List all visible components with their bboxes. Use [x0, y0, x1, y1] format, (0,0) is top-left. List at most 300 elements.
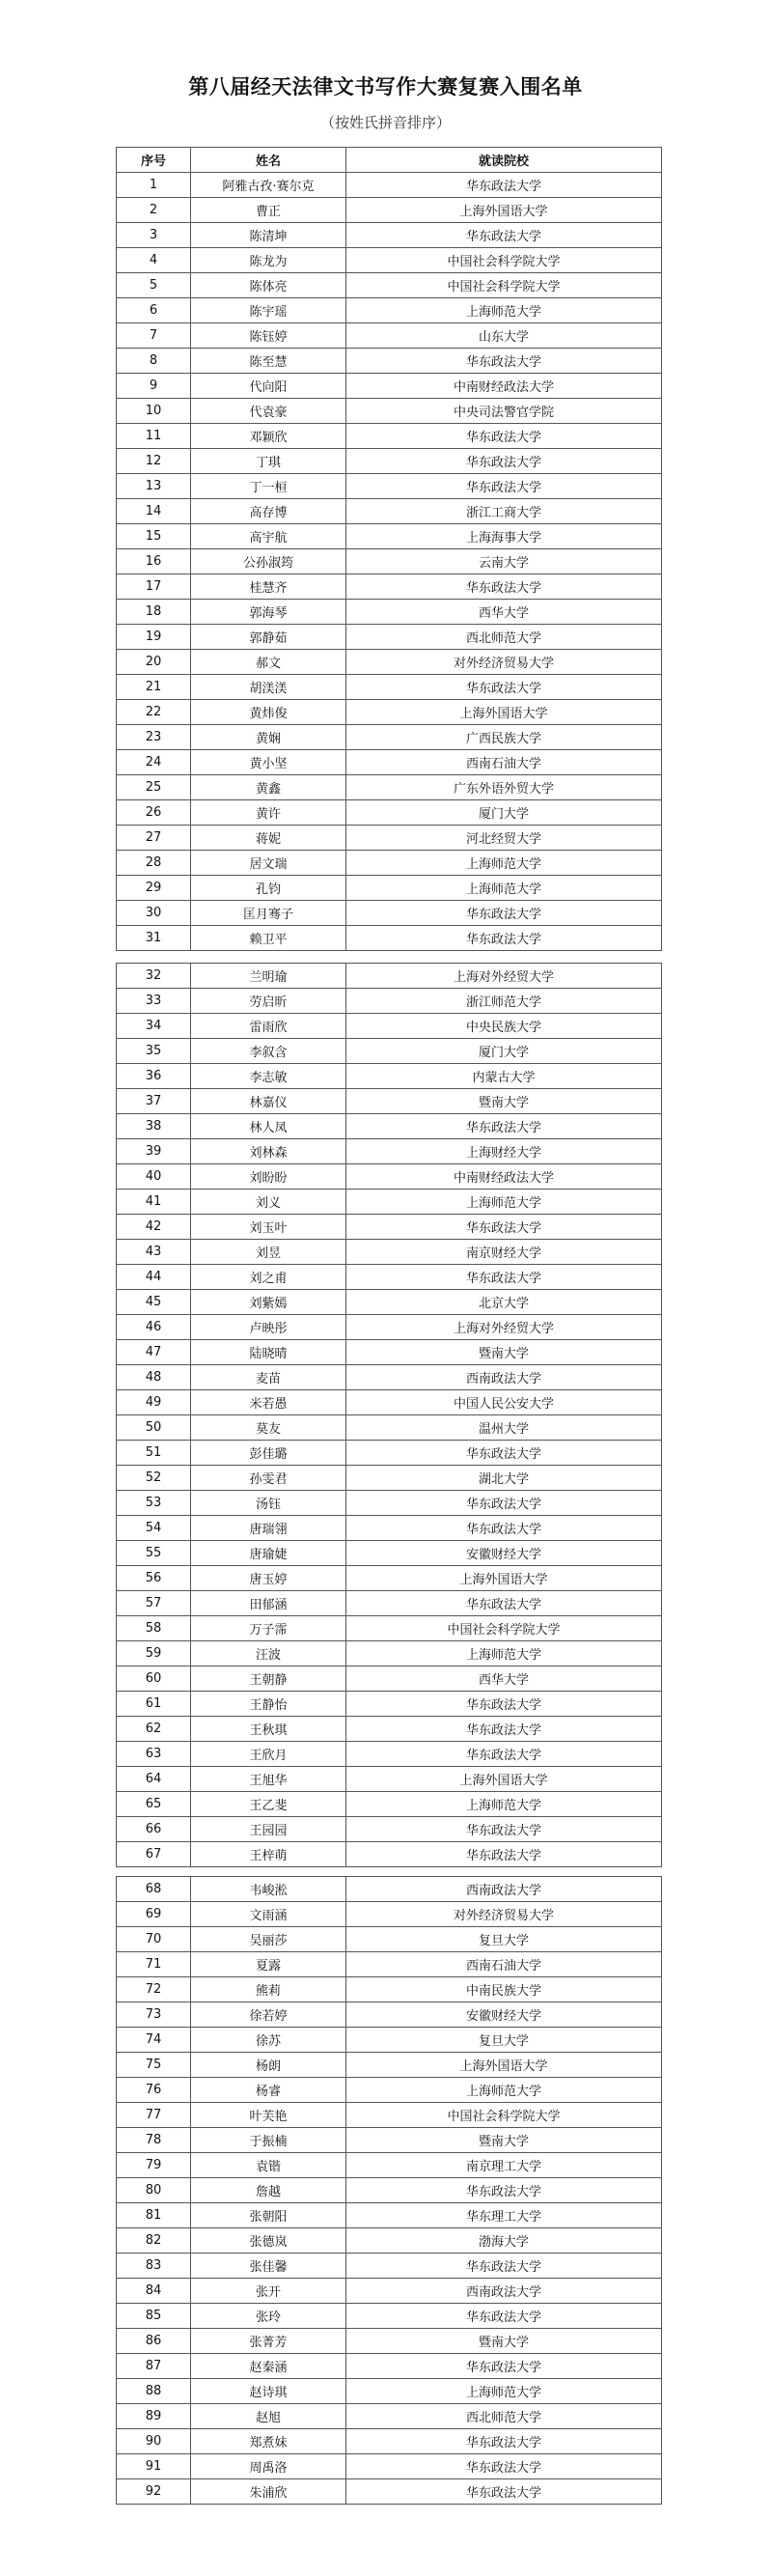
cell-name: 王梓萌 — [191, 1842, 346, 1867]
cell-school: 华东政法大学 — [346, 474, 662, 499]
cell-name: 丁琪 — [191, 449, 346, 474]
cell-no: 27 — [117, 826, 191, 851]
cell-school: 华东政法大学 — [346, 449, 662, 474]
cell-name: 汤钰 — [191, 1491, 346, 1516]
cell-name: 代向阳 — [191, 374, 346, 399]
cell-name: 张开 — [191, 2279, 346, 2304]
cell-no: 7 — [117, 323, 191, 349]
table-row — [117, 449, 662, 474]
cell-school: 上海外国语大学 — [346, 700, 662, 725]
cell-school: 西华大学 — [346, 1666, 662, 1692]
table-row — [117, 2053, 662, 2078]
cell-school: 上海师范大学 — [346, 298, 662, 323]
cell-no: 67 — [117, 1842, 191, 1867]
table-row — [117, 2304, 662, 2329]
table-row — [117, 323, 662, 349]
cell-school: 云南大学 — [346, 549, 662, 574]
cell-school: 暨南大学 — [346, 1340, 662, 1365]
cell-no: 56 — [117, 1566, 191, 1591]
cell-no: 75 — [117, 2053, 191, 2078]
cell-school: 华东政法大学 — [346, 926, 662, 951]
table-header-row — [117, 148, 662, 173]
cell-no: 24 — [117, 750, 191, 775]
table-row — [117, 1415, 662, 1441]
table-row — [117, 1466, 662, 1491]
cell-no: 19 — [117, 625, 191, 650]
cell-no: 77 — [117, 2103, 191, 2128]
cell-no: 20 — [117, 650, 191, 675]
cell-no: 52 — [117, 1466, 191, 1491]
table-row — [117, 1114, 662, 1139]
cell-name: 赵秦涵 — [191, 2354, 346, 2379]
cell-no: 25 — [117, 775, 191, 800]
cell-school: 中国人民公安大学 — [346, 1390, 662, 1415]
cell-no: 91 — [117, 2454, 191, 2479]
cell-school: 对外经济贸易大学 — [346, 1902, 662, 1927]
cell-name: 黄娴 — [191, 725, 346, 750]
cell-school: 上海师范大学 — [346, 876, 662, 901]
cell-name: 王秋琪 — [191, 1717, 346, 1742]
table-row — [117, 2153, 662, 2178]
cell-name: 彭佳璐 — [191, 1441, 346, 1466]
cell-name: 刘义 — [191, 1190, 346, 1215]
cell-school: 上海海事大学 — [346, 524, 662, 549]
cell-school: 中央司法警官学院 — [346, 399, 662, 424]
cell-school: 华东政法大学 — [346, 901, 662, 926]
cell-school: 对外经济贸易大学 — [346, 650, 662, 675]
cell-name: 赖卫平 — [191, 926, 346, 951]
cell-school: 上海师范大学 — [346, 1190, 662, 1215]
cell-name: 胡渼渼 — [191, 675, 346, 700]
cell-school: 华东政法大学 — [346, 2429, 662, 2454]
cell-no: 36 — [117, 1064, 191, 1089]
cell-school: 中南民族大学 — [346, 1977, 662, 2002]
cell-name: 黄炜俊 — [191, 700, 346, 725]
table-row — [117, 2479, 662, 2505]
cell-no: 84 — [117, 2279, 191, 2304]
cell-name: 汪波 — [191, 1641, 346, 1666]
cell-name: 叶芙艳 — [191, 2103, 346, 2128]
cell-school: 华东政法大学 — [346, 2354, 662, 2379]
cell-name: 郑煮妹 — [191, 2429, 346, 2454]
cell-name: 刘盼盼 — [191, 1164, 346, 1190]
cell-name: 夏露 — [191, 1952, 346, 1977]
table-row — [117, 198, 662, 223]
cell-name: 莫友 — [191, 1415, 346, 1441]
cell-name: 唐瑜婕 — [191, 1541, 346, 1566]
cell-name: 孙雯君 — [191, 1466, 346, 1491]
cell-name: 陈钰婷 — [191, 323, 346, 349]
cell-name: 陈宇瑶 — [191, 298, 346, 323]
table-row — [117, 2178, 662, 2203]
cell-school: 中国社会科学院大学 — [346, 2103, 662, 2128]
table-row — [117, 524, 662, 549]
table-row — [117, 2028, 662, 2053]
cell-school: 暨南大学 — [346, 2128, 662, 2153]
cell-school: 浙江师范大学 — [346, 989, 662, 1014]
table-row — [117, 298, 662, 323]
cell-no: 92 — [117, 2479, 191, 2505]
cell-no: 23 — [117, 725, 191, 750]
cell-no: 17 — [117, 574, 191, 600]
table-row — [117, 1516, 662, 1541]
cell-school: 中国社会科学院大学 — [346, 273, 662, 298]
cell-no: 47 — [117, 1340, 191, 1365]
cell-name: 熊莉 — [191, 1977, 346, 2002]
table-row — [117, 2329, 662, 2354]
cell-no: 66 — [117, 1817, 191, 1842]
cell-no: 82 — [117, 2228, 191, 2254]
cell-no: 71 — [117, 1952, 191, 1977]
table-row — [117, 1340, 662, 1365]
cell-no: 65 — [117, 1792, 191, 1817]
table-row — [117, 901, 662, 926]
header-name: 姓名 — [191, 148, 346, 173]
cell-no: 86 — [117, 2329, 191, 2354]
cell-no: 64 — [117, 1767, 191, 1792]
cell-name: 刘玉叶 — [191, 1215, 346, 1240]
table-row — [117, 349, 662, 374]
table-row — [117, 474, 662, 499]
cell-school: 华东理工大学 — [346, 2203, 662, 2228]
cell-name: 张佳馨 — [191, 2254, 346, 2279]
cell-no: 72 — [117, 1977, 191, 2002]
cell-school: 华东政法大学 — [346, 1692, 662, 1717]
cell-no: 83 — [117, 2254, 191, 2279]
cell-name: 王园园 — [191, 1817, 346, 1842]
cell-no: 28 — [117, 851, 191, 876]
cell-no: 48 — [117, 1365, 191, 1390]
cell-school: 内蒙古大学 — [346, 1064, 662, 1089]
cell-school: 华东政法大学 — [346, 424, 662, 449]
cell-school: 华东政法大学 — [346, 349, 662, 374]
cell-name: 卢映彤 — [191, 1315, 346, 1340]
cell-name: 郭静茹 — [191, 625, 346, 650]
cell-name: 米若愚 — [191, 1390, 346, 1415]
cell-school: 华东政法大学 — [346, 1215, 662, 1240]
table-row — [117, 1265, 662, 1290]
cell-name: 徐若婷 — [191, 2002, 346, 2028]
table-row — [117, 1977, 662, 2002]
cell-name: 孔钧 — [191, 876, 346, 901]
table-row — [117, 1290, 662, 1315]
cell-school: 河北经贸大学 — [346, 826, 662, 851]
cell-no: 68 — [117, 1877, 191, 1902]
cell-name: 朱浦欣 — [191, 2479, 346, 2505]
cell-school: 安徽财经大学 — [346, 2002, 662, 2028]
cell-school: 渤海大学 — [346, 2228, 662, 2254]
cell-school: 华东政法大学 — [346, 1817, 662, 1842]
cell-name: 张玲 — [191, 2304, 346, 2329]
cell-no: 54 — [117, 1516, 191, 1541]
cell-name: 高宇航 — [191, 524, 346, 549]
table-row — [117, 800, 662, 826]
table-row — [117, 826, 662, 851]
cell-no: 57 — [117, 1591, 191, 1616]
table-row — [117, 1817, 662, 1842]
cell-no: 38 — [117, 1114, 191, 1139]
cell-name: 万子霈 — [191, 1616, 346, 1641]
table-row — [117, 989, 662, 1014]
table-row — [117, 1666, 662, 1692]
cell-no: 9 — [117, 374, 191, 399]
cell-school: 华东政法大学 — [346, 675, 662, 700]
table-row — [117, 2404, 662, 2429]
cell-no: 2 — [117, 198, 191, 223]
cell-school: 华东政法大学 — [346, 2454, 662, 2479]
cell-name: 刘紫嫣 — [191, 1290, 346, 1315]
cell-no: 49 — [117, 1390, 191, 1415]
table-row — [117, 2279, 662, 2304]
cell-school: 中国社会科学院大学 — [346, 248, 662, 273]
cell-no: 69 — [117, 1902, 191, 1927]
cell-name: 张菁芳 — [191, 2329, 346, 2354]
roster-table-3 — [116, 1876, 662, 2505]
cell-name: 陈体亮 — [191, 273, 346, 298]
table-row — [117, 2454, 662, 2479]
cell-name: 蒋妮 — [191, 826, 346, 851]
cell-name: 王欣月 — [191, 1742, 346, 1767]
cell-school: 浙江工商大学 — [346, 499, 662, 524]
cell-no: 22 — [117, 700, 191, 725]
cell-no: 16 — [117, 549, 191, 574]
cell-school: 西南政法大学 — [346, 2279, 662, 2304]
cell-no: 30 — [117, 901, 191, 926]
table-row — [117, 775, 662, 800]
cell-no: 50 — [117, 1415, 191, 1441]
table-row — [117, 2429, 662, 2454]
table-row — [117, 2203, 662, 2228]
cell-name: 邓颖欣 — [191, 424, 346, 449]
cell-name: 黄鑫 — [191, 775, 346, 800]
cell-no: 8 — [117, 349, 191, 374]
cell-school: 华东政法大学 — [346, 2254, 662, 2279]
cell-no: 42 — [117, 1215, 191, 1240]
cell-no: 41 — [117, 1190, 191, 1215]
header-school: 就读院校 — [346, 148, 662, 173]
cell-name: 陈龙为 — [191, 248, 346, 273]
table-row — [117, 1064, 662, 1089]
cell-school: 华东政法大学 — [346, 223, 662, 248]
cell-name: 郭海琴 — [191, 600, 346, 625]
table-row — [117, 1641, 662, 1666]
cell-name: 张朝阳 — [191, 2203, 346, 2228]
table-row — [117, 650, 662, 675]
table-row — [117, 964, 662, 989]
table-row — [117, 248, 662, 273]
cell-no: 40 — [117, 1164, 191, 1190]
table-row — [117, 1566, 662, 1591]
cell-name: 丁一桓 — [191, 474, 346, 499]
cell-name: 周禹洛 — [191, 2454, 346, 2479]
cell-no: 12 — [117, 449, 191, 474]
cell-no: 33 — [117, 989, 191, 1014]
cell-name: 黄小坚 — [191, 750, 346, 775]
cell-name: 王乙斐 — [191, 1792, 346, 1817]
table-row — [117, 1541, 662, 1566]
header-no: 序号 — [117, 148, 191, 173]
cell-name: 陈至慧 — [191, 349, 346, 374]
cell-name: 李志敏 — [191, 1064, 346, 1089]
cell-name: 麦苗 — [191, 1365, 346, 1390]
cell-school: 南京财经大学 — [346, 1240, 662, 1265]
cell-no: 61 — [117, 1692, 191, 1717]
cell-name: 徐苏 — [191, 2028, 346, 2053]
table-row — [117, 499, 662, 524]
cell-name: 张德岚 — [191, 2228, 346, 2254]
cell-no: 37 — [117, 1089, 191, 1114]
cell-name: 田郁涵 — [191, 1591, 346, 1616]
cell-name: 劳启昕 — [191, 989, 346, 1014]
cell-no: 88 — [117, 2379, 191, 2404]
table-row — [117, 2002, 662, 2028]
table-row — [117, 273, 662, 298]
cell-no: 29 — [117, 876, 191, 901]
cell-school: 湖北大学 — [346, 1466, 662, 1491]
cell-name: 唐玉婷 — [191, 1566, 346, 1591]
table-row — [117, 700, 662, 725]
table-row — [117, 600, 662, 625]
cell-no: 11 — [117, 424, 191, 449]
table-row — [117, 1390, 662, 1415]
cell-no: 31 — [117, 926, 191, 951]
table-row — [117, 675, 662, 700]
cell-school: 西华大学 — [346, 600, 662, 625]
cell-name: 于振楠 — [191, 2128, 346, 2153]
table-row — [117, 2128, 662, 2153]
cell-name: 兰明瑜 — [191, 964, 346, 989]
cell-school: 南京理工大学 — [346, 2153, 662, 2178]
cell-school: 西北师范大学 — [346, 625, 662, 650]
cell-name: 杨睿 — [191, 2078, 346, 2103]
cell-school: 上海外国语大学 — [346, 198, 662, 223]
table-row — [117, 1190, 662, 1215]
cell-no: 78 — [117, 2128, 191, 2153]
table-row — [117, 876, 662, 901]
cell-school: 上海外国语大学 — [346, 2053, 662, 2078]
table-row — [117, 2379, 662, 2404]
cell-no: 73 — [117, 2002, 191, 2028]
cell-school: 华东政法大学 — [346, 1516, 662, 1541]
cell-name: 赵旭 — [191, 2404, 346, 2429]
cell-no: 90 — [117, 2429, 191, 2454]
cell-name: 代袁豪 — [191, 399, 346, 424]
cell-name: 唐瑞翎 — [191, 1516, 346, 1541]
cell-school: 华东政法大学 — [346, 1265, 662, 1290]
cell-no: 44 — [117, 1265, 191, 1290]
cell-school: 华东政法大学 — [346, 1842, 662, 1867]
table-row — [117, 173, 662, 198]
table-row — [117, 750, 662, 775]
cell-name: 赵诗琪 — [191, 2379, 346, 2404]
cell-no: 79 — [117, 2153, 191, 2178]
table-row — [117, 424, 662, 449]
cell-name: 匡月骞子 — [191, 901, 346, 926]
cell-no: 3 — [117, 223, 191, 248]
cell-no: 21 — [117, 675, 191, 700]
cell-name: 曹正 — [191, 198, 346, 223]
cell-school: 西南石油大学 — [346, 750, 662, 775]
table-row — [117, 1616, 662, 1641]
cell-school: 华东政法大学 — [346, 1114, 662, 1139]
table-row — [117, 2078, 662, 2103]
cell-name: 王静怡 — [191, 1692, 346, 1717]
table-row — [117, 725, 662, 750]
cell-no: 26 — [117, 800, 191, 826]
table-row — [117, 926, 662, 951]
table-row — [117, 1089, 662, 1114]
table-row — [117, 1491, 662, 1516]
cell-no: 35 — [117, 1039, 191, 1064]
cell-school: 北京大学 — [346, 1290, 662, 1315]
cell-no: 39 — [117, 1139, 191, 1164]
cell-no: 76 — [117, 2078, 191, 2103]
cell-name: 居文瑞 — [191, 851, 346, 876]
cell-school: 上海师范大学 — [346, 851, 662, 876]
table-row — [117, 1315, 662, 1340]
table-row — [117, 1927, 662, 1952]
cell-no: 55 — [117, 1541, 191, 1566]
table-row — [117, 1842, 662, 1867]
table-row — [117, 574, 662, 600]
cell-no: 87 — [117, 2354, 191, 2379]
cell-school: 中南财经政法大学 — [346, 1164, 662, 1190]
cell-school: 上海师范大学 — [346, 2379, 662, 2404]
table-row — [117, 223, 662, 248]
cell-school: 华东政法大学 — [346, 1441, 662, 1466]
cell-name: 袁锴 — [191, 2153, 346, 2178]
cell-name: 高存博 — [191, 499, 346, 524]
cell-no: 34 — [117, 1014, 191, 1039]
cell-school: 上海外国语大学 — [346, 1767, 662, 1792]
table-row — [117, 1767, 662, 1792]
cell-name: 阿雅古孜·赛尔克 — [191, 173, 346, 198]
table-row — [117, 399, 662, 424]
cell-name: 杨朗 — [191, 2053, 346, 2078]
cell-no: 5 — [117, 273, 191, 298]
cell-school: 华东政法大学 — [346, 1491, 662, 1516]
cell-no: 4 — [117, 248, 191, 273]
table-row — [117, 1039, 662, 1064]
cell-school: 山东大学 — [346, 323, 662, 349]
table-row — [117, 1692, 662, 1717]
cell-name: 公孙淑筠 — [191, 549, 346, 574]
cell-name: 林人凤 — [191, 1114, 346, 1139]
cell-school: 复旦大学 — [346, 2028, 662, 2053]
cell-name: 文雨涵 — [191, 1902, 346, 1927]
cell-school: 上海师范大学 — [346, 1641, 662, 1666]
cell-school: 华东政法大学 — [346, 1742, 662, 1767]
cell-name: 吴丽莎 — [191, 1927, 346, 1952]
cell-no: 51 — [117, 1441, 191, 1466]
cell-school: 上海师范大学 — [346, 2078, 662, 2103]
cell-no: 46 — [117, 1315, 191, 1340]
cell-no: 89 — [117, 2404, 191, 2429]
table-row — [117, 625, 662, 650]
cell-name: 王朝静 — [191, 1666, 346, 1692]
cell-no: 6 — [117, 298, 191, 323]
cell-school: 暨南大学 — [346, 2329, 662, 2354]
cell-school: 上海师范大学 — [346, 1792, 662, 1817]
cell-no: 62 — [117, 1717, 191, 1742]
cell-school: 中南财经政法大学 — [346, 374, 662, 399]
cell-no: 15 — [117, 524, 191, 549]
table-row — [117, 1902, 662, 1927]
cell-no: 45 — [117, 1290, 191, 1315]
cell-school: 上海对外经贸大学 — [346, 1315, 662, 1340]
table-row — [117, 1952, 662, 1977]
table-row — [117, 2103, 662, 2128]
